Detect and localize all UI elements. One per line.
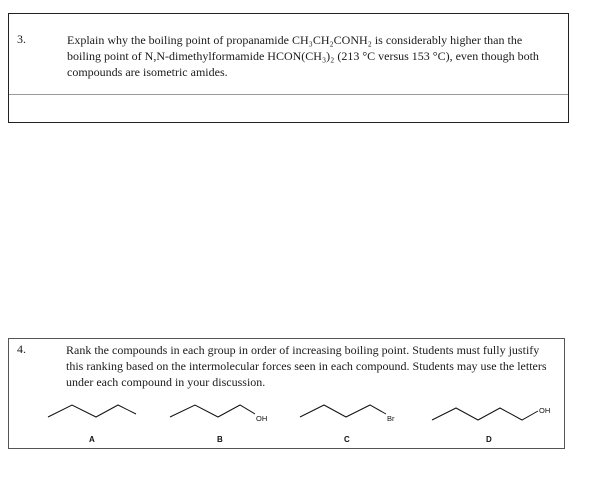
compound-a-skeleton	[48, 405, 136, 417]
compound-b	[170, 405, 267, 444]
compound-a-label: A	[89, 435, 95, 444]
compound-d-hydroxyl-group: OH	[539, 406, 551, 415]
compound-c-bromine-group: Br	[387, 414, 395, 423]
question-4-number: 4.	[17, 342, 26, 356]
compound-c-label: C	[344, 435, 350, 444]
compound-c	[300, 405, 395, 444]
compound-d	[432, 406, 550, 444]
compound-a	[48, 405, 136, 444]
question-3-number: 3.	[17, 32, 26, 46]
compound-b-hydroxyl-group: OH	[256, 414, 268, 423]
compound-structures	[0, 395, 595, 455]
question-3-text: Explain why the boiling point of propanamide CH₃CH₂CONH₂ is considerably higher than the boiling point of N,N-dimethylformamide HCON(CH₃)₂ (213 °C versus 153 °C), even though both compounds are isometric amides.	[67, 33, 539, 79]
question-4-text: Rank the compounds in each group in order of increasing boiling point. Students must fully justify this ranking based on the intermolecular forces seen in each compound. Students may use the letters under each compound in your discussion.	[66, 343, 547, 389]
compound-d-label: D	[486, 435, 492, 444]
compound-c-skeleton	[300, 405, 386, 417]
compound-b-skeleton	[170, 405, 255, 417]
compound-b-label: B	[217, 435, 223, 444]
compound-d-skeleton	[432, 408, 538, 420]
